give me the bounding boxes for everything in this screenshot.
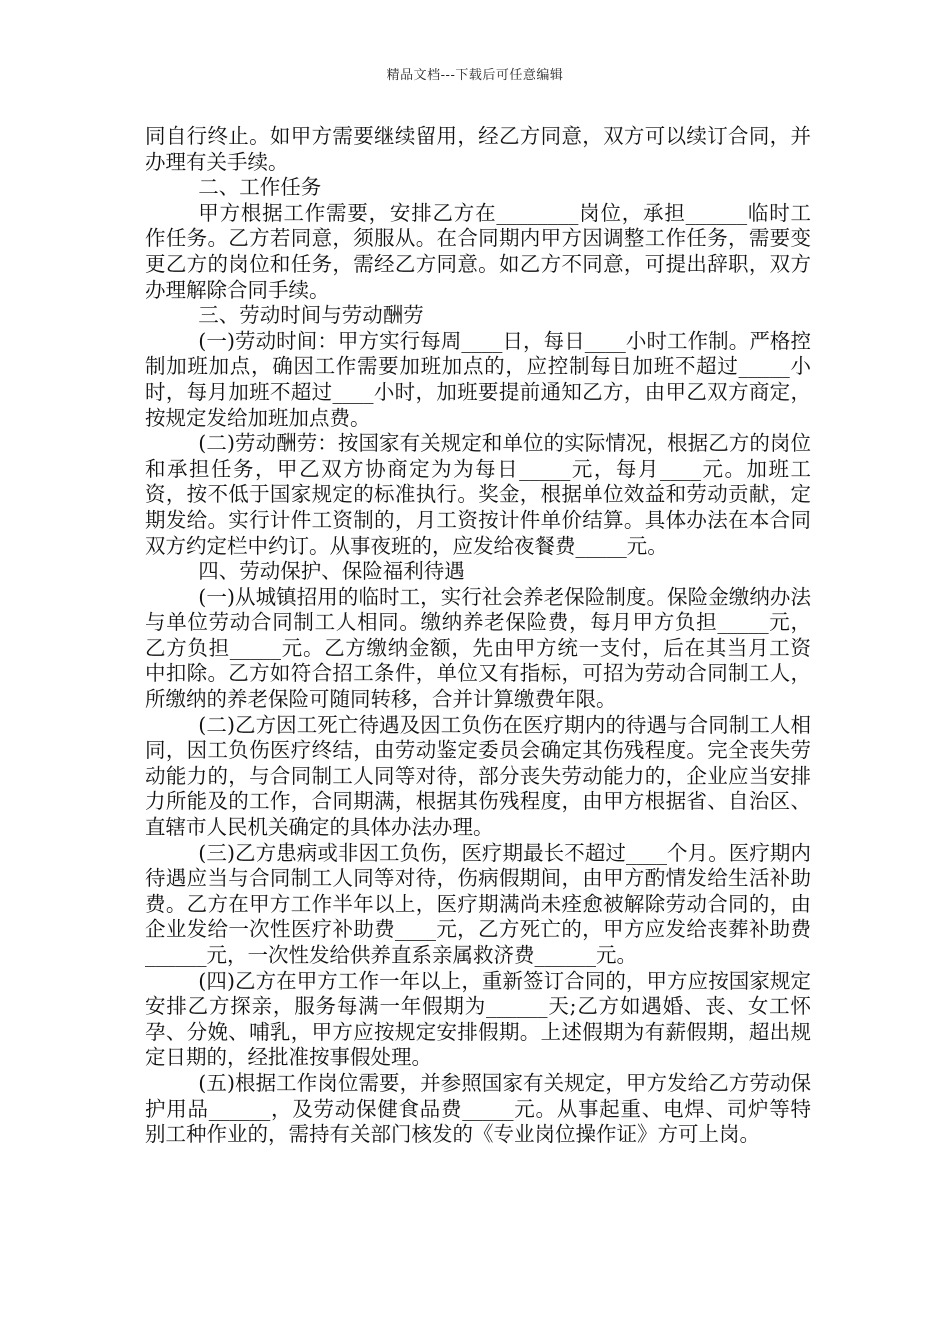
section-heading: 四、劳动保护、保险福利待遇	[198, 559, 465, 584]
document-body	[145, 124, 811, 1148]
paragraph: (一)从城镇招用的临时工，实行社会养老保险制度。保险金缴纳办法与单位劳动合同制工人相同。缴纳养老保险费，每月甲方负担_____元，乙方负担_____元。乙方缴纳金额，先由甲方统一支付，后在其当月工资中扣除。乙方如符合招工条件，单位又有指标，可招为劳动合同制工人，所缴纳的养老保险可随同转移，合并计算缴费年限。	[145, 584, 811, 712]
paragraph: (三)乙方患病或非因工负伤，医疗期最长不超过____个月。医疗期内待遇应当与合同制工人同等对待，伤病假期间，由甲方酌情发给生活补助费。乙方在甲方工作半年以上，医疗期满尚未痊愈被解除劳动合同的，由企业发给一次性医疗补助费____元，乙方死亡的，甲方应发给丧葬补助费______元，一次性发给供养直系亲属救济费______元。	[145, 840, 811, 967]
paragraph: (一)劳动时间：甲方实行每周____日，每日____小时工作制。严格控制加班加点，确因工作需要加班加点的，应控制每日加班不超过_____小时，每月加班不超过____小时，加班要提前通知乙方，由甲乙双方商定，按规定发给加班加点费。	[145, 328, 811, 430]
paragraph: 甲方根据工作需要，安排乙方在________岗位，承担______临时工作任务。乙方若同意，须服从。在合同期内甲方因调整工作任务，需要变更乙方的岗位和任务，需经乙方同意。如乙方不同意，可提出辞职，双方办理解除合同手续。	[145, 200, 811, 302]
paragraph: (二)劳动酬劳：按国家有关规定和单位的实际情况，根据乙方的岗位和承担任务，甲乙双方协商定为为每日_____元，每月____元。加班工资，按不低于国家规定的标准执行。奖金，根据单位效益和劳动贡献，定期发给。实行计件工资制的，月工资按计件单价结算。具体办法在本合同双方约定栏中约订。从事夜班的，应发给夜餐费_____元。	[145, 431, 811, 558]
page-header: 精品文档---下载后可任意编辑	[386, 68, 564, 83]
paragraph: (五)根据工作岗位需要，并参照国家有关规定，甲方发给乙方劳动保护用品______，及劳动保健食品费_____元。从事起重、电焊、司炉等特别工种作业的，需持有关部门核发的《专业岗位操作证》方可上岗。	[145, 1070, 811, 1147]
paragraph: (二)乙方因工死亡待遇及因工负伤在医疗期内的待遇与合同制工人相同，因工负伤医疗终结，由劳动鉴定委员会确定其伤残程度。完全丧失劳动能力的，与合同制工人同等对待，部分丧失劳动能力的，企业应当安排力所能及的工作，合同期满，根据其伤残程度，由甲方根据省、自治区、直辖市人民机关确定的具体办法办理。	[145, 712, 811, 840]
section-heading: 三、劳动时间与劳动酬劳	[198, 303, 424, 328]
section-heading: 二、工作任务	[198, 175, 322, 200]
paragraph: (四)乙方在甲方工作一年以上，重新签订合同的，甲方应按国家规定安排乙方探亲，服务每满一年假期为______天;乙方如遇婚、丧、女工怀孕、分娩、哺乳，甲方应按规定安排假期。上述假期为有薪假期，超出规定日期的，经批准按事假处理。	[145, 968, 811, 1070]
paragraph: 同自行终止。如甲方需要继续留用，经乙方同意，双方可以续订合同，并办理有关手续。	[145, 124, 811, 174]
